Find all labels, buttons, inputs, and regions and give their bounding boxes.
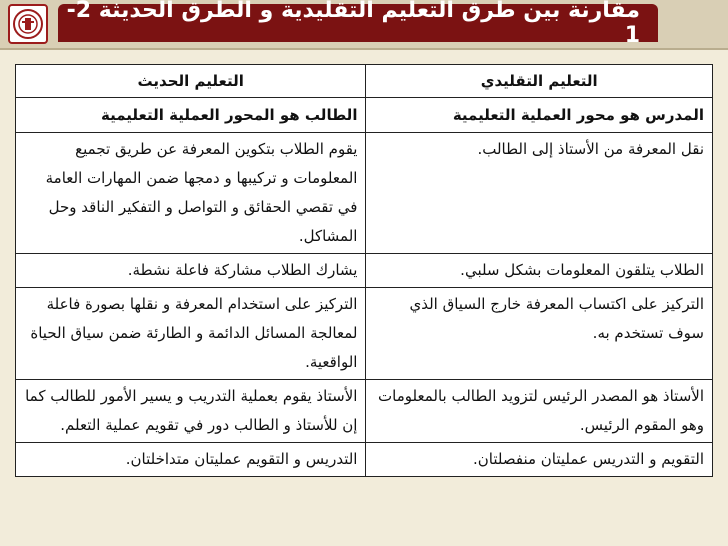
table-cell-traditional: نقل المعرفة من الأستاذ إلى الطالب. xyxy=(366,133,713,254)
table-subheader-row xyxy=(16,98,713,133)
column-header-traditional: التعليم التقليدي xyxy=(366,65,713,98)
subheader-traditional: المدرس هو محور العملية التعليمية xyxy=(366,98,713,133)
table-row xyxy=(16,288,713,380)
comparison-table-container xyxy=(15,64,713,477)
table-cell-modern: التركيز على استخدام المعرفة و نقلها بصورة فاعلة لمعالجة المسائل الدائمة و الطارئة ضمن سياق الحياة الواقعية. xyxy=(16,288,366,380)
comparison-table xyxy=(15,64,713,477)
table-cell-traditional: الأستاذ هو المصدر الرئيس لتزويد الطالب بالمعلومات وهو المقوم الرئيس. xyxy=(366,380,713,443)
table-cell-traditional: التركيز على اكتساب المعرفة خارج السياق الذي سوف تستخدم به. xyxy=(366,288,713,380)
table-row xyxy=(16,443,713,477)
table-cell-traditional: التقويم و التدريس عمليتان منفصلتان. xyxy=(366,443,713,477)
column-header-modern: التعليم الحديث xyxy=(16,65,366,98)
table-header-row xyxy=(16,65,713,98)
table-cell-modern: يشارك الطلاب مشاركة فاعلة نشطة. xyxy=(16,254,366,288)
table-cell-traditional: الطلاب يتلقون المعلومات بشكل سلبي. xyxy=(366,254,713,288)
table-cell-modern: يقوم الطلاب بتكوين المعرفة عن طريق تجميع المعلومات و تركيبها و دمجها ضمن المهارات العامة في تقصي الحقائق و التواصل و التفكير الناقد وحل المشاكل. xyxy=(16,133,366,254)
slide-title: مقارنة بين طرق التعليم التقليدية و الطرق الحديثة 2-1 xyxy=(66,0,640,48)
university-seal-icon xyxy=(8,4,48,44)
table-row xyxy=(16,254,713,288)
subheader-modern: الطالب هو المحور العملية التعليمية xyxy=(16,98,366,133)
table-cell-modern: التدريس و التقويم عمليتان متداخلتان. xyxy=(16,443,366,477)
title-banner xyxy=(58,0,658,48)
slide-header xyxy=(0,0,728,50)
table-row xyxy=(16,133,713,254)
table-cell-modern: الأستاذ يقوم بعملية التدريب و يسير الأمور للطالب كما إن للأستاذ و الطالب دور في تقويم عملية التعلم. xyxy=(16,380,366,443)
table-row xyxy=(16,380,713,443)
